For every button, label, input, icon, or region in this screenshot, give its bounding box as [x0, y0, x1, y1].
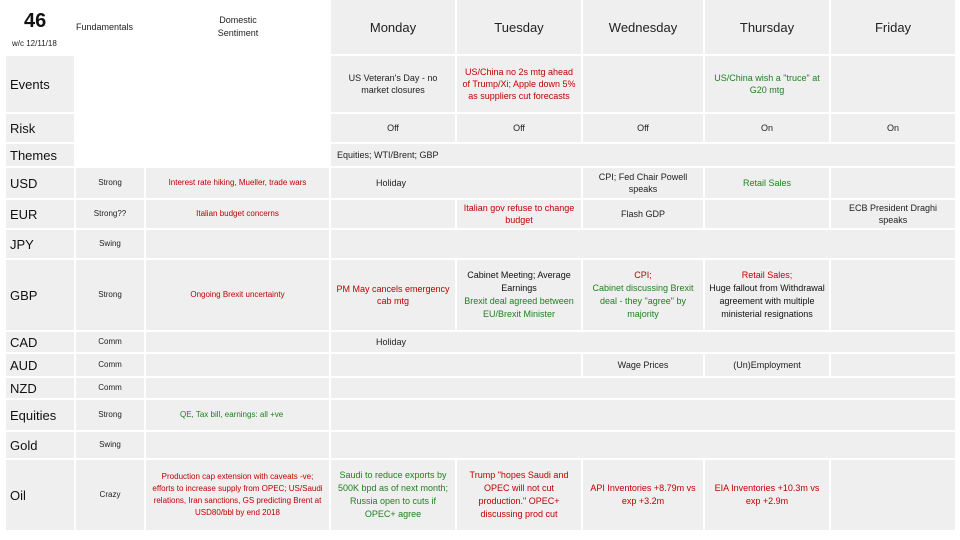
themes-text	[331, 144, 955, 166]
eur-monday	[331, 200, 455, 228]
sentiment-equities	[146, 400, 329, 430]
gbp-thursday-retail: Retail Sales;	[741, 270, 793, 280]
gbp-wednesday	[583, 260, 703, 330]
cad-holiday: Holiday	[376, 337, 407, 347]
risk-wednesday: Off	[583, 114, 703, 142]
events-friday	[831, 56, 955, 112]
row-label-events: Events	[6, 56, 74, 112]
events-tuesday: US/China no 2s mtg ahead of Trump/Xi; Apple down 5% as suppliers cut forecasts	[457, 56, 581, 112]
fundamental-aud: Comm	[76, 354, 144, 376]
events-monday: US Veteran's Day - no market closures	[331, 56, 455, 112]
oil-thursday: EIA Inventories +10.3m vs exp +2.9m	[705, 460, 829, 530]
gbp-wednesday-cpi: CPI;	[634, 270, 652, 280]
gbp-wednesday-cabinet: Cabinet discussing Brexit deal - they "agree" by majority	[592, 283, 694, 319]
usd-friday	[831, 168, 955, 198]
risk-tuesday: Off	[457, 114, 581, 142]
fundamental-gold: Swing	[76, 432, 144, 458]
jpy-days	[331, 230, 955, 258]
usd-wednesday: CPI; Fed Chair Powell speaks	[583, 168, 703, 198]
risk-monday: Off	[331, 114, 455, 142]
usd-thursday: Retail Sales	[705, 168, 829, 198]
sentiment-usd: Interest rate hiking, Mueller, trade wars	[146, 168, 329, 198]
fundamental-nzd: Comm	[76, 378, 144, 398]
row-label-usd: USD	[6, 168, 74, 198]
sentiment-oil: Production cap extension with caveats -ve; efforts to increase supply from OPEC; US/Saudi relations, Iran sanctions, GS predicting Brent at USD80/bbl by end 2018	[146, 460, 329, 530]
row-label-cad: CAD	[6, 332, 74, 352]
aud-mon-tue	[331, 354, 581, 376]
events-wednesday	[583, 56, 703, 112]
fundamental-jpy: Swing	[76, 230, 144, 258]
row-label-aud: AUD	[6, 354, 74, 376]
themes-value: Equities; WTI/Brent; GBP	[337, 150, 439, 160]
sentiment-equities-text: QE, Tax bill, earnings: all +ve	[180, 410, 284, 419]
fundamental-gbp: Strong	[76, 260, 144, 330]
sentiment-nzd	[146, 378, 329, 398]
fundamental-equities: Strong	[76, 400, 144, 430]
fundamentals-header: Fundamentals	[76, 22, 134, 32]
gbp-tuesday-deal: Brexit deal agreed between EU/Brexit Minister	[464, 296, 574, 319]
gbp-thursday	[705, 260, 829, 330]
week-number: 46	[24, 10, 47, 32]
fundamental-usd: Strong	[76, 168, 144, 198]
gbp-friday	[831, 260, 955, 330]
usd-monday: Holiday	[376, 178, 407, 188]
aud-thursday: (Un)Employment	[705, 354, 829, 376]
day-tuesday: Tuesday	[457, 0, 581, 54]
nzd-days	[331, 378, 955, 398]
sentiment-eur: Italian budget concerns	[146, 200, 329, 228]
sentiment-gold	[146, 432, 329, 458]
risk-friday: On	[831, 114, 955, 142]
gold-days	[331, 432, 955, 458]
sentiment-gbp: Ongoing Brexit uncertainty	[146, 260, 329, 330]
row-label-gold: Gold	[6, 432, 74, 458]
day-thursday: Thursday	[705, 0, 829, 54]
aud-friday	[831, 354, 955, 376]
row-label-oil: Oil	[6, 460, 74, 530]
eur-wednesday: Flash GDP	[583, 200, 703, 228]
day-monday: Monday	[331, 0, 455, 54]
sentiment-jpy	[146, 230, 329, 258]
oil-monday: Saudi to reduce exports by 500K bpd as of next month; Russia open to cuts if OPEC+ agree	[331, 460, 455, 530]
eur-thursday	[705, 200, 829, 228]
row-label-themes: Themes	[6, 144, 74, 166]
aud-wednesday: Wage Prices	[583, 354, 703, 376]
row-label-jpy: JPY	[6, 230, 74, 258]
row-label-nzd: NZD	[6, 378, 74, 398]
risk-thursday: On	[705, 114, 829, 142]
gbp-tuesday	[457, 260, 581, 330]
gbp-monday: PM May cancels emergency cab mtg	[331, 260, 455, 330]
row-label-gbp: GBP	[6, 260, 74, 330]
equities-days	[331, 400, 955, 430]
oil-tuesday: Trump "hopes Saudi and OPEC will not cut production." OPEC+ discussing prod cut	[457, 460, 581, 530]
row-label-equities: Equities	[6, 400, 74, 430]
fundamental-eur: Strong??	[76, 200, 144, 228]
fundamental-cad: Comm	[76, 332, 144, 352]
usd-mon-tue	[331, 168, 581, 198]
oil-friday	[831, 460, 955, 530]
oil-wednesday: API Inventories +8.79m vs exp +3.2m	[583, 460, 703, 530]
gbp-thursday-fallout: Huge fallout from Withdrawal agreement with multiple ministerial resignations	[709, 283, 825, 319]
row-label-eur: EUR	[6, 200, 74, 228]
cad-days	[331, 332, 955, 352]
sentiment-header: Domestic Sentiment	[217, 15, 259, 38]
row-label-risk: Risk	[6, 114, 74, 142]
eur-friday: ECB President Draghi speaks	[831, 200, 955, 228]
week-commencing: w/c 12/11/18	[12, 39, 57, 48]
fundamental-oil: Crazy	[76, 460, 144, 530]
day-wednesday: Wednesday	[583, 0, 703, 54]
events-thursday: US/China wish a "truce" at G20 mtg	[705, 56, 829, 112]
day-friday: Friday	[831, 0, 955, 54]
sentiment-aud	[146, 354, 329, 376]
gbp-tuesday-events: Cabinet Meeting; Average Earnings	[467, 270, 571, 293]
eur-tuesday: Italian gov refuse to change budget	[457, 200, 581, 228]
sentiment-cad	[146, 332, 329, 352]
